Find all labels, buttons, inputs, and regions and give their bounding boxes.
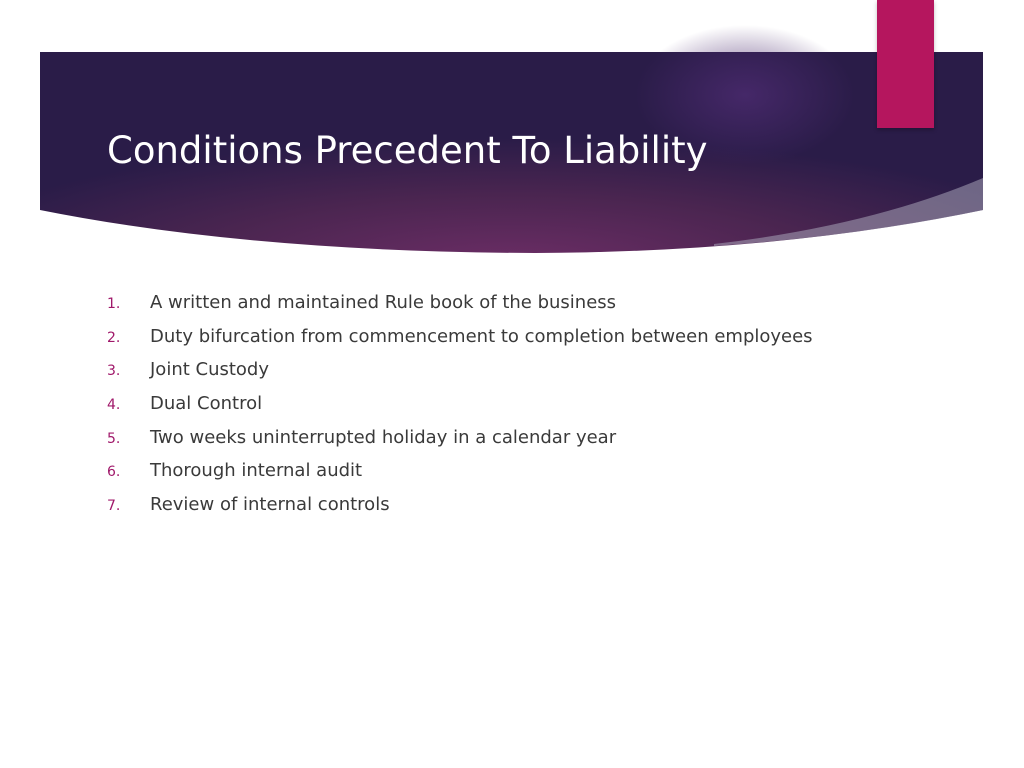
conditions-list (107, 292, 927, 528)
item-text: Thorough internal audit (150, 460, 363, 482)
item-number: 1. (107, 296, 121, 312)
item-number: 7. (107, 498, 121, 515)
item-number: 3. (107, 363, 121, 380)
slide-title: Conditions Precedent To Liability (107, 129, 708, 172)
accent-tab (877, 0, 934, 128)
list-item (107, 427, 927, 461)
item-text: Two weeks uninterrupted holiday in a calendar year (150, 426, 617, 448)
item-text: Review of internal controls (150, 494, 390, 516)
item-number: 2. (107, 329, 121, 346)
list-item (107, 326, 927, 360)
item-text: Duty bifurcation from commencement to completion between employees (150, 325, 813, 347)
item-number: 5. (107, 430, 121, 447)
list-item (107, 460, 927, 494)
item-number: 6. (107, 464, 121, 481)
item-text: A written and maintained Rule book of the business (150, 292, 617, 313)
list-item (107, 494, 927, 528)
item-number: 4. (107, 397, 121, 414)
item-text: Joint Custody (150, 359, 270, 381)
item-text: Dual Control (150, 393, 263, 415)
list-item (107, 292, 927, 326)
list-item (107, 359, 927, 393)
list-item (107, 393, 927, 427)
